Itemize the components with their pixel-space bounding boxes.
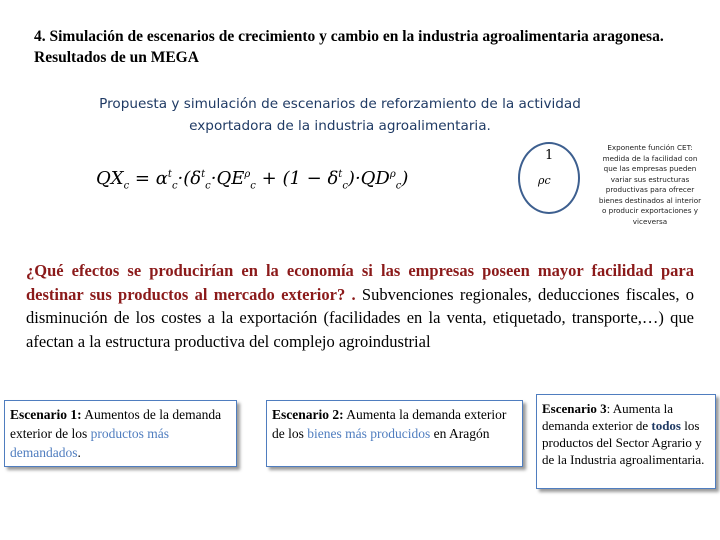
formula-qd-sub: c bbox=[395, 180, 402, 192]
scenario-2-highlight: bienes más producidos bbox=[307, 426, 431, 441]
formula-qe: ·QE bbox=[210, 168, 245, 189]
subtitle-line-1: Propuesta y simulación de escenarios de reforzamiento de la actividad bbox=[99, 96, 581, 112]
formula-plus: + (1 − δ bbox=[261, 168, 339, 189]
scenario-1-label: Escenario 1: bbox=[10, 407, 82, 422]
scenario-1-end: . bbox=[77, 445, 81, 460]
slide-subtitle bbox=[40, 93, 640, 137]
formula-qd: )·QD bbox=[347, 168, 390, 189]
formula-qe-sub: c bbox=[250, 180, 256, 192]
formula-delta-sup: t bbox=[201, 169, 206, 180]
formula-qd-sup: ρ bbox=[389, 169, 396, 180]
formula-exponent-one: 1 bbox=[545, 148, 554, 163]
scenario-3-box bbox=[536, 394, 716, 489]
formula-alpha: α bbox=[155, 168, 168, 189]
cet-exponent-note: Exponente función CET: medida de la facilidad con que las empresas pueden variar sus estructuras productivas para ofrecer bienes destinados al interior o producir exportaciones y viceversa bbox=[598, 143, 702, 226]
scenario-3-end: los productos del Sector Agrario y de la Industria agroalimentaria. bbox=[542, 418, 705, 467]
scenario-3-label: Escenario 3 bbox=[542, 401, 607, 416]
formula-exponent-rho: ρc bbox=[538, 174, 551, 187]
scenario-1-highlight: productos más demandados bbox=[10, 426, 169, 460]
scenario-2-label: Escenario 2: bbox=[272, 407, 344, 422]
formula-equals: = bbox=[134, 168, 151, 189]
question-paragraph bbox=[26, 259, 694, 353]
scenario-2-box bbox=[266, 400, 523, 467]
formula-delta2-sub: c bbox=[342, 180, 348, 192]
cet-formula bbox=[96, 168, 408, 192]
question-highlight: ¿Qué efectos se producirían en la economía si las empresas poseen mayor facilidad para destinar sus productos al mercado exterior? . bbox=[26, 261, 694, 304]
scenario-2-end: en Aragón bbox=[430, 426, 490, 441]
formula-qe-sup: ρ bbox=[244, 169, 251, 180]
scenario-1-box bbox=[4, 400, 237, 467]
formula-delta2-sup: t bbox=[338, 169, 343, 180]
scenario-3-text: : Aumenta la demanda exterior de bbox=[542, 401, 674, 433]
formula-lhs-sub: c bbox=[123, 180, 130, 192]
formula-delta-sub: c bbox=[205, 180, 211, 192]
formula-alpha-sub: c bbox=[171, 180, 178, 192]
exponent-highlight-circle bbox=[518, 142, 580, 214]
scenario-3-highlight: todos bbox=[651, 418, 681, 433]
question-rest: Subvenciones regionales, deducciones fiscales, o disminución de los costes a la exportación (facilidades en la venta, etiquetado, transporte,…) que afectan a la estructura productiva del complejo agroindustrial bbox=[26, 284, 694, 351]
subtitle-line-2: exportadora de la industria agroalimentaria. bbox=[189, 118, 491, 134]
scenario-2-text: Aumenta la demanda exterior de los bbox=[272, 407, 507, 441]
slide-title: 4. Simulación de escenarios de crecimiento y cambio en la industria agroalimentaria aragonesa. Resultados de un MEGA bbox=[34, 28, 664, 66]
formula-close: ) bbox=[401, 168, 409, 189]
formula-delta: ·(δ bbox=[177, 168, 202, 189]
formula-lhs: QX bbox=[96, 168, 124, 189]
scenario-1-text: Aumentos de la demanda exterior de los bbox=[10, 407, 222, 441]
formula-alpha-sup: t bbox=[167, 169, 172, 180]
